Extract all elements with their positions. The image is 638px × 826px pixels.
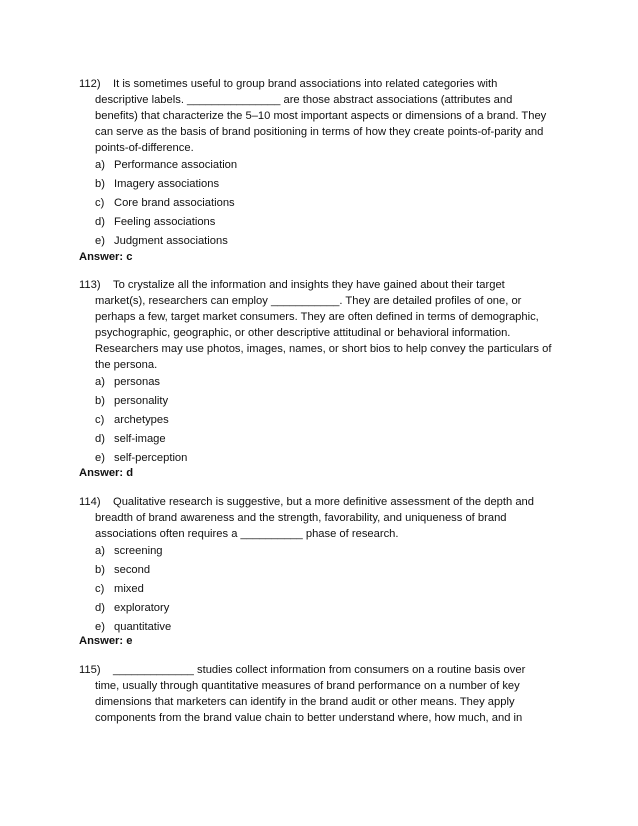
option-letter: c) bbox=[95, 414, 105, 426]
option-letter: c) bbox=[95, 197, 105, 209]
option-letter: b) bbox=[95, 178, 105, 190]
option-b bbox=[95, 561, 569, 580]
stem-line: associations often requires a __________ phase of research. bbox=[95, 528, 399, 540]
option-letter: b) bbox=[95, 564, 105, 576]
option-list bbox=[79, 542, 569, 637]
option-text: screening bbox=[114, 545, 163, 557]
question-number: 114) bbox=[79, 496, 101, 508]
option-e bbox=[95, 449, 569, 468]
option-text: Imagery associations bbox=[114, 178, 220, 190]
stem-line: points-of-difference. bbox=[95, 142, 194, 154]
option-text: self-image bbox=[114, 433, 166, 445]
option-letter: d) bbox=[95, 216, 105, 228]
answer-114: Answer: e bbox=[79, 635, 133, 647]
stem-line: market(s), researchers can employ ___________. They are detailed profiles of one, or bbox=[95, 295, 522, 307]
stem-line: descriptive labels. _______________ are those abstract associations (attributes and bbox=[95, 94, 513, 106]
option-letter: d) bbox=[95, 602, 105, 614]
question-stem bbox=[79, 662, 569, 678]
option-text: personality bbox=[114, 395, 169, 407]
stem-line: breadth of brand awareness and the strength, favorability, and uniqueness of brand bbox=[95, 512, 507, 524]
question-115 bbox=[79, 662, 569, 726]
option-letter: a) bbox=[95, 376, 105, 388]
option-letter: c) bbox=[95, 583, 105, 595]
question-number: 112) bbox=[79, 78, 101, 90]
question-113 bbox=[79, 277, 569, 468]
option-text: personas bbox=[114, 376, 161, 388]
option-text: Core brand associations bbox=[114, 197, 235, 209]
option-d bbox=[95, 430, 569, 449]
option-text: Judgment associations bbox=[114, 235, 228, 247]
option-text: exploratory bbox=[114, 602, 170, 614]
option-b bbox=[95, 175, 569, 194]
option-b bbox=[95, 392, 569, 411]
stem-line: perhaps a few, target market consumers. They are often defined in terms of demographic, bbox=[95, 311, 539, 323]
question-number: 115) bbox=[79, 664, 101, 676]
question-112 bbox=[79, 76, 569, 251]
stem-line: can serve as the basis of brand positioning in terms of how they create points-of-parity and bbox=[95, 126, 544, 138]
option-text: second bbox=[114, 564, 151, 576]
option-letter: e) bbox=[95, 452, 105, 464]
option-letter: d) bbox=[95, 433, 105, 445]
option-text: Feeling associations bbox=[114, 216, 216, 228]
option-d bbox=[95, 213, 569, 232]
option-text: quantitative bbox=[114, 621, 172, 633]
answer-113: Answer: d bbox=[79, 467, 134, 479]
answer-112: Answer: c bbox=[79, 251, 133, 263]
option-text: Performance association bbox=[114, 159, 238, 171]
option-letter: a) bbox=[95, 545, 105, 557]
option-list bbox=[79, 373, 569, 468]
option-list bbox=[79, 156, 569, 251]
stem-line: Researchers may use photos, images, names, or short bios to help convey the particulars of bbox=[95, 343, 552, 355]
option-letter: e) bbox=[95, 235, 105, 247]
stem-line: Qualitative research is suggestive, but a more definitive assessment of the depth and bbox=[113, 496, 535, 508]
option-a bbox=[95, 156, 569, 175]
option-c bbox=[95, 411, 569, 430]
option-a bbox=[95, 373, 569, 392]
option-e bbox=[95, 618, 569, 637]
stem-line: _____________ studies collect information from consumers on a routine basis over bbox=[113, 664, 526, 676]
stem-line: the persona. bbox=[95, 359, 158, 371]
stem-line: time, usually through quantitative measures of brand performance on a number of key bbox=[95, 680, 520, 692]
question-number: 113) bbox=[79, 279, 101, 291]
option-letter: b) bbox=[95, 395, 105, 407]
stem-line: components from the brand value chain to better understand where, how much, and in bbox=[95, 712, 523, 724]
option-text: mixed bbox=[114, 583, 144, 595]
question-stem bbox=[79, 76, 569, 92]
option-c bbox=[95, 580, 569, 599]
option-c bbox=[95, 194, 569, 213]
option-text: self-perception bbox=[114, 452, 188, 464]
option-e bbox=[95, 232, 569, 251]
question-stem bbox=[79, 494, 569, 510]
question-114 bbox=[79, 494, 569, 637]
option-letter: a) bbox=[95, 159, 105, 171]
option-a bbox=[95, 542, 569, 561]
option-letter: e) bbox=[95, 621, 105, 633]
stem-line: To crystalize all the information and insights they have gained about their target bbox=[113, 279, 505, 291]
stem-line: benefits) that characterize the 5–10 most important aspects or dimensions of a brand. They bbox=[95, 110, 547, 122]
stem-line: It is sometimes useful to group brand associations into related categories with bbox=[113, 78, 498, 90]
option-d bbox=[95, 599, 569, 618]
question-stem bbox=[79, 277, 569, 293]
stem-line: psychographic, geographic, or other descriptive attitudinal or behavioral information. bbox=[95, 327, 511, 339]
stem-line: dimensions that marketers can identify in the brand audit or other means. They apply bbox=[95, 696, 515, 708]
option-text: archetypes bbox=[114, 414, 169, 426]
